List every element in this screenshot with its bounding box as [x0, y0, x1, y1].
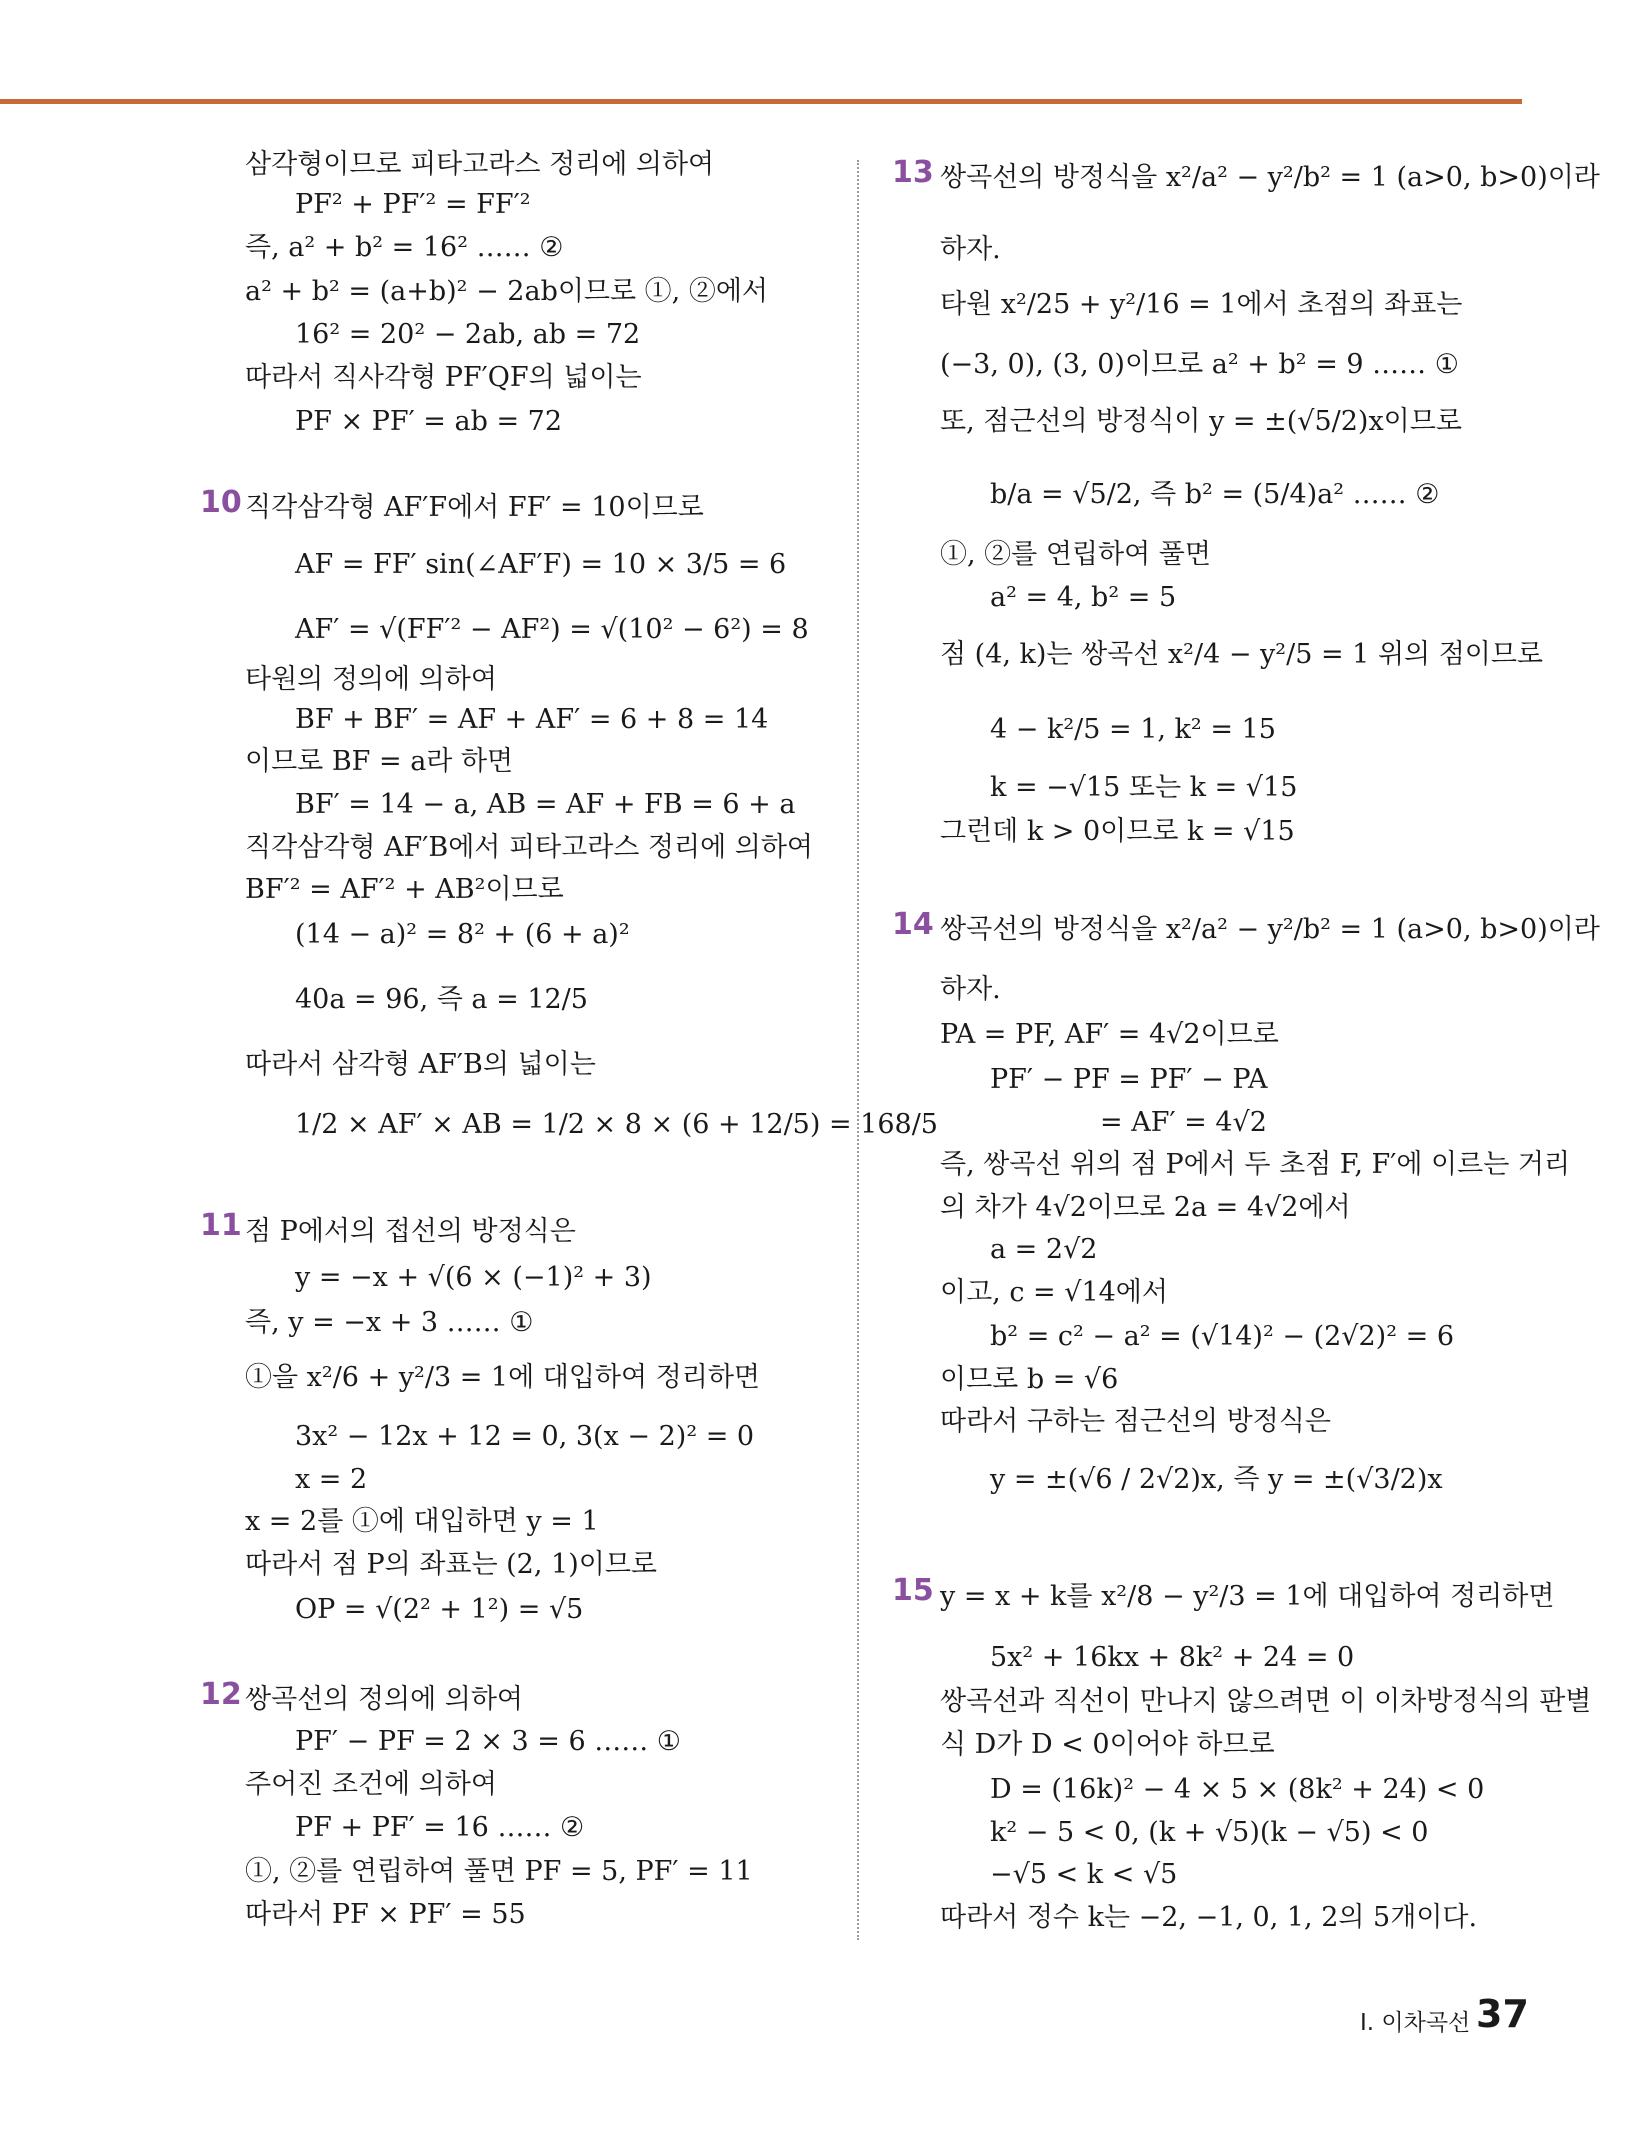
right-line: PF′ − PF = PF′ − PA — [990, 1064, 1268, 1095]
left-line: 타원의 정의에 의하여 — [245, 664, 497, 695]
left-line: 따라서 삼각형 AF′B의 넓이는 — [245, 1049, 596, 1080]
left-line: BF′ = 14 − a, AB = AF + FB = 6 + a — [295, 789, 796, 820]
right-line: ①, ②를 연립하여 풀면 — [940, 539, 1211, 570]
right-line: (−3, 0), (3, 0)이므로 a² + b² = 9 …… ① — [940, 349, 1459, 380]
left-line: 16² = 20² − 2ab, ab = 72 — [295, 319, 641, 350]
right-line: 쌍곡선의 방정식을 x²/a² − y²/b² = 1 (a>0, b>0)이라 — [940, 914, 1600, 945]
left-line: 따라서 직사각형 PF′QF의 넓이는 — [245, 362, 642, 393]
problem-number: 15 — [892, 1573, 934, 1608]
left-line: 1/2 × AF′ × AB = 1/2 × 8 × (6 + 12/5) = 168/5 — [295, 1109, 938, 1140]
left-line: OP = √(2² + 1²) = √5 — [295, 1594, 584, 1625]
right-line: 즉, 쌍곡선 위의 점 P에서 두 초점 F, F′에 이르는 거리 — [940, 1149, 1571, 1180]
right-line: −√5 < k < √5 — [990, 1859, 1178, 1890]
problem-number: 14 — [892, 907, 934, 942]
left-line: BF′² = AF′² + AB²이므로 — [245, 874, 564, 905]
right-line: 4 − k²/5 = 1, k² = 15 — [990, 714, 1276, 745]
left-line: 따라서 PF × PF′ = 55 — [245, 1899, 526, 1930]
left-line: ①, ②를 연립하여 풀면 PF = 5, PF′ = 11 — [245, 1856, 753, 1887]
left-line: y = −x + √(6 × (−1)² + 3) — [295, 1262, 652, 1293]
right-line: 쌍곡선의 방정식을 x²/a² − y²/b² = 1 (a>0, b>0)이라 — [940, 162, 1600, 193]
left-line: PF + PF′ = 16 …… ② — [295, 1812, 585, 1843]
left-line: PF′ − PF = 2 × 3 = 6 …… ① — [295, 1726, 681, 1757]
right-line: 쌍곡선과 직선이 만나지 않으려면 이 이차방정식의 판별 — [940, 1686, 1592, 1717]
right-line: 이므로 b = √6 — [940, 1364, 1119, 1395]
left-line: 40a = 96, 즉 a = 12/5 — [295, 984, 588, 1015]
right-line: k² − 5 < 0, (k + √5)(k − √5) < 0 — [990, 1817, 1429, 1848]
right-line: b/a = √5/2, 즉 b² = (5/4)a² …… ② — [990, 479, 1440, 510]
left-line: 3x² − 12x + 12 = 0, 3(x − 2)² = 0 — [295, 1421, 755, 1452]
left-line: x = 2를 ①에 대입하면 y = 1 — [245, 1506, 599, 1537]
right-line: 식 D가 D < 0이어야 하므로 — [940, 1729, 1275, 1760]
left-line: ①을 x²/6 + y²/3 = 1에 대입하여 정리하면 — [245, 1362, 760, 1393]
left-line: 이므로 BF = a라 하면 — [245, 746, 514, 777]
page-number: 37 — [1476, 1992, 1529, 2036]
left-line: BF + BF′ = AF + AF′ = 6 + 8 = 14 — [295, 704, 769, 735]
left-line: x = 2 — [295, 1464, 368, 1495]
left-line: 즉, y = −x + 3 …… ① — [245, 1307, 534, 1338]
problem-number: 10 — [200, 485, 242, 520]
left-line: 삼각형이므로 피타고라스 정리에 의하여 — [245, 149, 715, 180]
right-line: 이고, c = √14에서 — [940, 1277, 1168, 1308]
chapter-label: I. 이차곡선 — [1360, 2010, 1471, 2036]
right-line: PA = PF, AF′ = 4√2이므로 — [940, 1019, 1279, 1050]
right-line: 그런데 k > 0이므로 k = √15 — [940, 816, 1295, 847]
top-rule — [0, 99, 1522, 104]
problem-number: 12 — [200, 1677, 242, 1712]
left-line: AF′ = √(FF′² − AF²) = √(10² − 6²) = 8 — [295, 614, 809, 645]
left-line: a² + b² = (a+b)² − 2ab이므로 ①, ②에서 — [245, 276, 769, 307]
left-line: (14 − a)² = 8² + (6 + a)² — [295, 919, 630, 950]
left-line: PF² + PF′² = FF′² — [295, 189, 531, 220]
problem-number: 13 — [892, 155, 934, 190]
left-line: 점 P에서의 접선의 방정식은 — [245, 1216, 576, 1247]
right-line: 하자. — [940, 234, 1001, 265]
right-line: D = (16k)² − 4 × 5 × (8k² + 24) < 0 — [990, 1774, 1485, 1805]
left-line: 주어진 조건에 의하여 — [245, 1769, 497, 1800]
left-line: 따라서 점 P의 좌표는 (2, 1)이므로 — [245, 1549, 657, 1580]
left-line: 쌍곡선의 정의에 의하여 — [245, 1684, 523, 1715]
right-line: 또, 점근선의 방정식이 y = ±(√5/2)x이므로 — [940, 406, 1462, 437]
left-line: 직각삼각형 AF′F에서 FF′ = 10이므로 — [245, 492, 704, 523]
right-line: = AF′ = 4√2 — [1100, 1107, 1267, 1138]
right-line: y = x + k를 x²/8 − y²/3 = 1에 대입하여 정리하면 — [940, 1581, 1555, 1612]
right-line: 따라서 정수 k는 −2, −1, 0, 1, 2의 5개이다. — [940, 1902, 1478, 1933]
right-line: k = −√15 또는 k = √15 — [990, 772, 1298, 803]
right-line: 타원 x²/25 + y²/16 = 1에서 초점의 좌표는 — [940, 289, 1463, 320]
right-line: 점 (4, k)는 쌍곡선 x²/4 − y²/5 = 1 위의 점이므로 — [940, 639, 1544, 670]
left-line: AF = FF′ sin(∠AF′F) = 10 × 3/5 = 6 — [295, 549, 787, 580]
right-line: 의 차가 4√2이므로 2a = 4√2에서 — [940, 1192, 1351, 1223]
right-line: 하자. — [940, 974, 1001, 1005]
right-line: a² = 4, b² = 5 — [990, 582, 1177, 613]
left-line: 즉, a² + b² = 16² …… ② — [245, 232, 564, 263]
column-divider — [857, 160, 859, 1940]
right-line: b² = c² − a² = (√14)² − (2√2)² = 6 — [990, 1321, 1454, 1352]
right-line: 5x² + 16kx + 8k² + 24 = 0 — [990, 1642, 1355, 1673]
problem-number: 11 — [200, 1208, 242, 1243]
right-line: 따라서 구하는 점근선의 방정식은 — [940, 1406, 1331, 1437]
right-line: a = 2√2 — [990, 1234, 1098, 1265]
left-line: PF × PF′ = ab = 72 — [295, 406, 563, 437]
right-line: y = ±(√6 / 2√2)x, 즉 y = ±(√3/2)x — [990, 1464, 1443, 1495]
left-line: 직각삼각형 AF′B에서 피타고라스 정리에 의하여 — [245, 832, 814, 863]
